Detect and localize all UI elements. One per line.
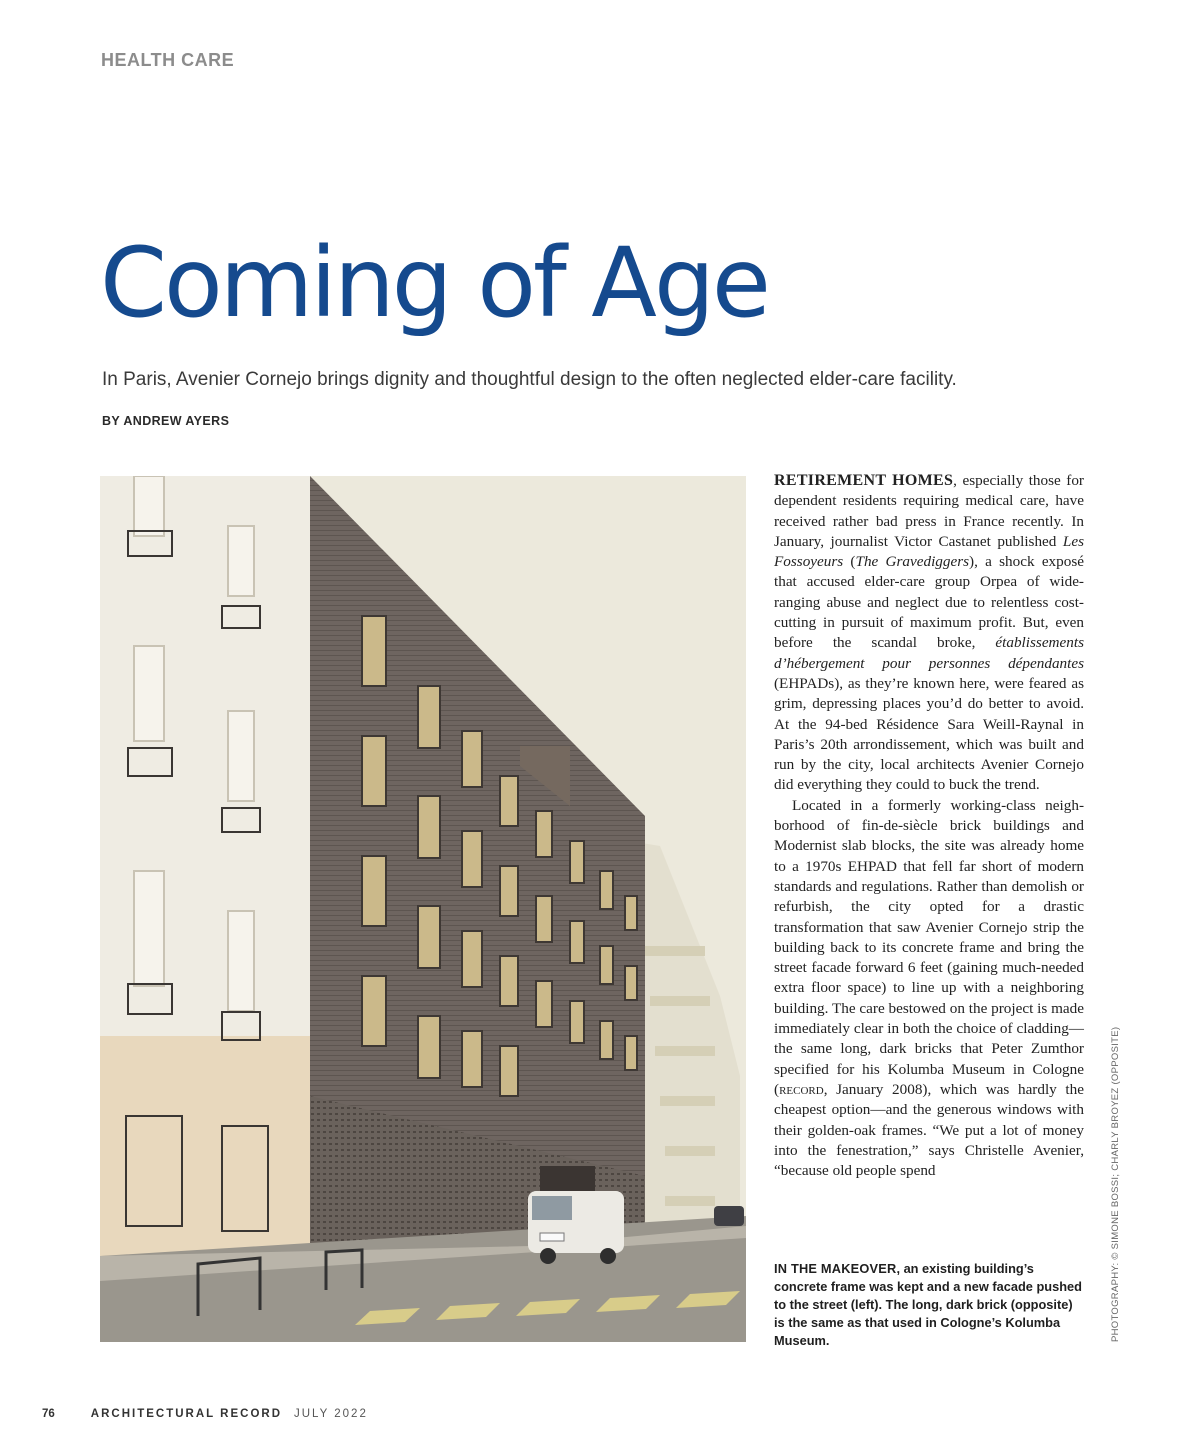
body-paragraph-1 bbox=[774, 471, 1084, 796]
street-facade-photo bbox=[100, 476, 746, 1342]
article-body bbox=[774, 471, 1084, 1181]
body-text-run: (EHPADs), as they’re known here, were feared as grim, depressing places you’d do better to avoid. At the 94-bed Résidence Sara Weill-Raynal in Paris’s 20th arrondissement, which was built and run by the city, local architects Avenier Cornejo did everything they could to buck the trend. bbox=[774, 674, 1084, 794]
body-paragraph-2 bbox=[774, 796, 1084, 1182]
page-number: 76 bbox=[42, 1408, 55, 1420]
french-term: établissements d’hébergement pour personnes dépendantes bbox=[774, 634, 1084, 672]
caption-lead: IN THE MAKEOVER bbox=[774, 1261, 897, 1276]
book-title-translation: The Gravediggers bbox=[855, 553, 970, 571]
body-text-run: , especially those for dependent residents requiring medical care, have received rather bad press in France recently. In January, journalist Victor Castanet published bbox=[774, 472, 1084, 550]
page-footer bbox=[42, 1408, 368, 1420]
lead-in: RETIREMENT HOMES bbox=[774, 472, 954, 489]
photo-caption bbox=[774, 1260, 1086, 1350]
record-reference: record bbox=[779, 1080, 824, 1098]
issue-date: JULY 2022 bbox=[294, 1408, 368, 1420]
book-title: Les Fossoyeurs bbox=[774, 532, 1084, 571]
body-text-run: ( bbox=[843, 553, 856, 571]
caption-text: , an existing building’s concrete frame was kept and a new facade pushed to the street (left). The long, dark brick (opposite) is the same as that used in Cologne’s Kolumba Museum. bbox=[774, 1261, 1082, 1348]
publication-name: ARCHITECTURAL RECORD bbox=[90, 1408, 282, 1420]
body-text-run: Located in a formerly working-class neighborhood of fin-de-siècle brick buildings and Modernist slab blocks, the site was already home to a 1970s EHPAD that fell far short of modern standards and regulations. Rather than demolish or refurbish, the city opted for a drastic transformation that saw Avenier Cornejo strip the building back to its concrete frame and bring the street facade forward 6 feet (gaining much-needed extra floor space) to line up with a neighboring building. The care bestowed on the project is made immediately clear in both the choice of cladding—the same long, dark bricks that Peter Zumthor specified for his Kolumba Museum in Cologne ( bbox=[774, 796, 1084, 1098]
article-headline: Coming of Age bbox=[100, 227, 768, 339]
body-text-run: , January 2008), which was hardly the cheapest option—and the generous windows with their golden-oak frames. “We put a lot of money into the fenestration,” says Christelle Avenier, “because old people spend bbox=[774, 1080, 1084, 1180]
article-dek: In Paris, Avenier Cornejo brings dignity and thoughtful design to the often neglected elder-care facility. bbox=[102, 369, 957, 390]
body-text-run: ), a shock exposé that accused elder-care group Orpea of wide-ranging abuse and neglect due to relentless cost-cutting in pursuit of maximum profit. But, even before the scandal broke, bbox=[774, 553, 1084, 652]
byline: BY ANDREW AYERS bbox=[102, 414, 230, 428]
photo-credit: PHOTOGRAPHY: © SIMONE BOSSI; CHARLY BROYEZ (OPPOSITE) bbox=[1110, 1026, 1121, 1342]
section-label: HEALTH CARE bbox=[101, 50, 235, 70]
